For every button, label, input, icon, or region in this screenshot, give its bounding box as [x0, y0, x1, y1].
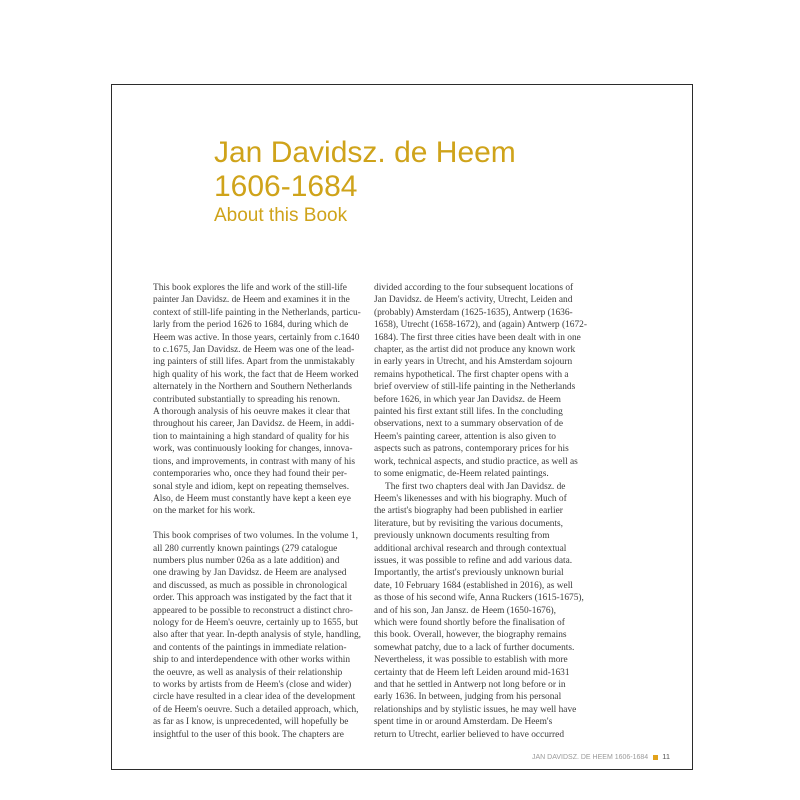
text-line: Heem was active. In those years, certainly from c.1640	[153, 332, 360, 343]
text-line: as far as I know, is unprecedented, will hopefully be	[153, 717, 349, 728]
text-line: This book comprises of two volumes. In the volume 1,	[153, 531, 358, 542]
book-title: Jan Davidsz. de Heem	[214, 136, 516, 169]
text-line: spent time in or around Amsterdam. De Heem's	[374, 717, 553, 728]
text-line: previously unknown documents resulting from	[374, 531, 550, 542]
text-line: issues, it was possible to refine and add various data.	[374, 555, 573, 566]
book-years: 1606-1684	[214, 170, 358, 203]
section-subtitle: About this Book	[214, 205, 348, 226]
text-line: and contents of the paintings in immediate relation-	[153, 642, 347, 653]
text-line: to some enigmatic, de-Heem related paintings.	[374, 469, 549, 480]
right-paragraph-2	[374, 481, 590, 742]
text-line: (probably) Amsterdam (1625-1635), Antwerp (1636-	[374, 307, 573, 318]
text-line: relationships and by stylistic issues, he may well have	[374, 704, 577, 715]
text-line: insightful to the user of this book. The chapters are	[153, 729, 344, 740]
text-line: This book explores the life and work of the still-life	[153, 283, 347, 293]
text-line: A thorough analysis of his oeuvre makes it clear that	[153, 407, 351, 418]
text-line: as those of his second wife, Anna Ruckers (1615-1675),	[374, 593, 584, 604]
text-line: alternately in the Northern and Southern Netherlands	[153, 382, 352, 393]
text-line: 1658), Utrecht (1658-1672), and (again) Antwerp (1672-	[374, 320, 587, 331]
text-line: and that he settled in Antwerp not long before or in	[374, 680, 566, 690]
text-line: and discussed, as much as possible in chronological	[153, 580, 348, 591]
text-line: numbers plus number 026a as a late addition) and	[153, 555, 340, 566]
text-line: appeared to be possible to reconstruct a distinct chro-	[153, 605, 353, 616]
text-line: painted his first extant still lifes. In the concluding	[374, 407, 563, 418]
left-paragraph-2	[153, 530, 369, 741]
text-line: contemporaries who, once they had found their per-	[153, 469, 348, 480]
text-line: chapter, as the artist did not produce any known work	[374, 345, 576, 356]
text-line: painter Jan Davidsz. de Heem and examines it in the	[153, 295, 350, 306]
text-line: early 1636. In between, judging from his personal	[374, 692, 562, 703]
text-line: remains hypothetical. The first chapter opens with a	[374, 369, 569, 380]
text-line: Jan Davidsz. de Heem's activity, Utrecht, Leiden and	[374, 295, 573, 306]
text-line: divided according to the four subsequent locations of	[374, 283, 574, 293]
text-line: nology for de Heem's oeuvre, certainly up to 1655, but	[153, 617, 359, 628]
text-line: 1684). The first three cities have been dealt with in one	[374, 332, 581, 343]
text-line: this book. Overall, however, the biography remains	[374, 630, 567, 641]
text-line: ship to and interdependence with other works within	[153, 655, 351, 666]
text-line: Heem's painting career, attention is also given to	[374, 431, 556, 442]
text-line: return to Utrecht, earlier believed to have occurred	[374, 729, 565, 740]
page-footer	[532, 752, 670, 762]
text-line: throughout his career, Jan Davidsz. de Heem, in addi-	[153, 419, 355, 430]
page-number: 11	[662, 752, 670, 761]
text-line: Nevertheless, it was possible to establish with more	[374, 655, 568, 666]
text-line: sonal style and idiom, kept on repeating themselves.	[153, 481, 350, 492]
text-line: before 1626, in which year Jan Davidsz. de Heem	[374, 394, 561, 405]
text-line: brief overview of still-life painting in the Netherlands	[374, 382, 576, 393]
footer-square-icon	[653, 755, 658, 760]
text-line: context of still-life painting in the Netherlands, particu-	[153, 307, 361, 318]
text-line: Heem's likenesses and with his biography. Much of	[374, 493, 567, 504]
text-line: additional archival research and through contextual	[374, 543, 567, 554]
right-text-column	[374, 282, 590, 741]
left-text-column	[153, 282, 369, 741]
right-paragraph-1	[374, 282, 590, 481]
text-line: aspects such as patrons, contemporary prices for his	[374, 444, 569, 455]
text-line: Also, de Heem must constantly have kept a keen eye	[153, 493, 351, 504]
text-line: date, 10 February 1684 (established in 2016), as well	[374, 580, 573, 591]
text-line: literature, but by revisiting the various documents,	[374, 518, 564, 529]
text-line: one drawing by Jan Davidsz. de Heem are analysed	[153, 568, 347, 579]
text-line: work, was continuously looking for changes, innova-	[153, 444, 353, 455]
text-line: the artist's biography had been published in earlier	[374, 506, 563, 517]
text-line: of de Heem's oeuvre. Such a detailed approach, which,	[153, 704, 359, 715]
text-line: tion to maintaining a high standard of quality for his	[153, 431, 350, 442]
text-line: circle have resulted in a clear idea of the development	[153, 692, 356, 703]
text-line: to works by artists from de Heem's (close and wider)	[153, 679, 352, 690]
text-line: The first two chapters deal with Jan Davidsz. de	[385, 481, 566, 492]
text-line: tions, and improvements, in contrast with many of his	[153, 456, 356, 467]
text-line: work, technical aspects, and studio practice, as well as	[374, 456, 578, 467]
text-line: also after that year. In-depth analysis of style, handling,	[153, 630, 362, 641]
text-line: larly from the period 1626 to 1684, during which de	[153, 320, 349, 331]
running-title: JAN DAVIDSZ. DE HEEM 1606-1684	[532, 754, 649, 761]
text-line: and of his son, Jan Jansz. de Heem (1650-1676),	[374, 605, 556, 616]
text-line: certainty that de Heem left Leiden around mid-1631	[374, 667, 570, 678]
text-line: the oeuvre, as well as analysis of their relationship	[153, 667, 343, 678]
text-line: order. This approach was instigated by the fact that it	[153, 593, 352, 604]
text-line: all 280 currently known paintings (279 catalogue	[153, 543, 338, 554]
text-line: high quality of his work, the fact that de Heem worked	[153, 369, 359, 380]
text-line: which were found shortly before the finalisation of	[374, 617, 565, 628]
left-paragraph-1	[153, 282, 369, 518]
text-line: on the market for his work.	[153, 506, 256, 517]
text-line: observations, next to a summary observation of de	[374, 419, 564, 430]
text-line: in early years in Utrecht, and his Amsterdam sojourn	[374, 357, 573, 368]
text-line: somewhat patchy, due to a lack of further documents.	[374, 642, 575, 653]
text-line: to c.1675, Jan Davidsz. de Heem was one of the lead-	[153, 345, 355, 356]
text-line: Importantly, the artist's previously unknown burial	[374, 568, 564, 579]
text-line: ing painters of still lifes. Apart from the unmistakably	[153, 357, 355, 368]
text-line: contributed substantially to spreading his renown.	[153, 394, 340, 405]
